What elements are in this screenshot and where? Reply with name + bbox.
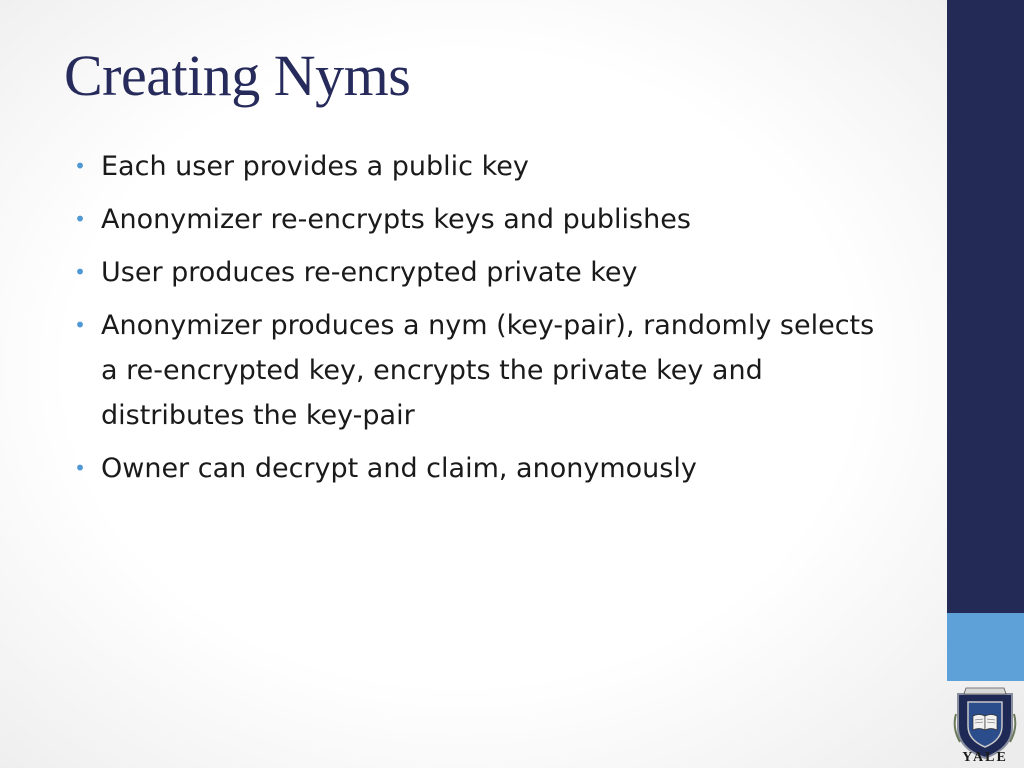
sidebar-light-band: [947, 613, 1024, 681]
bullet-icon: •: [74, 456, 86, 480]
bullet-item: [72, 446, 892, 491]
bullet-icon: •: [74, 313, 86, 337]
yale-seal-icon: [950, 684, 1020, 766]
bullet-text: Anonymizer produces a nym (key-pair), randomly selects a re-encrypted key, encrypts the private key and distributes the key-pair: [101, 310, 875, 431]
sidebar-dark-band: [947, 0, 1024, 613]
bullet-text: User produces re-encrypted private key: [101, 257, 638, 288]
bullet-item: [72, 250, 892, 295]
bullet-icon: •: [74, 154, 86, 178]
bullet-text: Anonymizer re-encrypts keys and publishes: [101, 204, 691, 235]
bullet-text: Owner can decrypt and claim, anonymously: [101, 453, 697, 484]
bullet-icon: •: [74, 260, 86, 284]
bullet-item: [72, 303, 892, 438]
bullet-icon: •: [74, 207, 86, 231]
bullet-text: Each user provides a public key: [101, 151, 529, 182]
bullet-item: [72, 144, 892, 189]
slide-title: Creating Nyms: [64, 43, 411, 108]
bullet-list: [72, 144, 892, 499]
yale-logo-text: YALE: [962, 750, 1008, 765]
bullet-item: [72, 197, 892, 242]
